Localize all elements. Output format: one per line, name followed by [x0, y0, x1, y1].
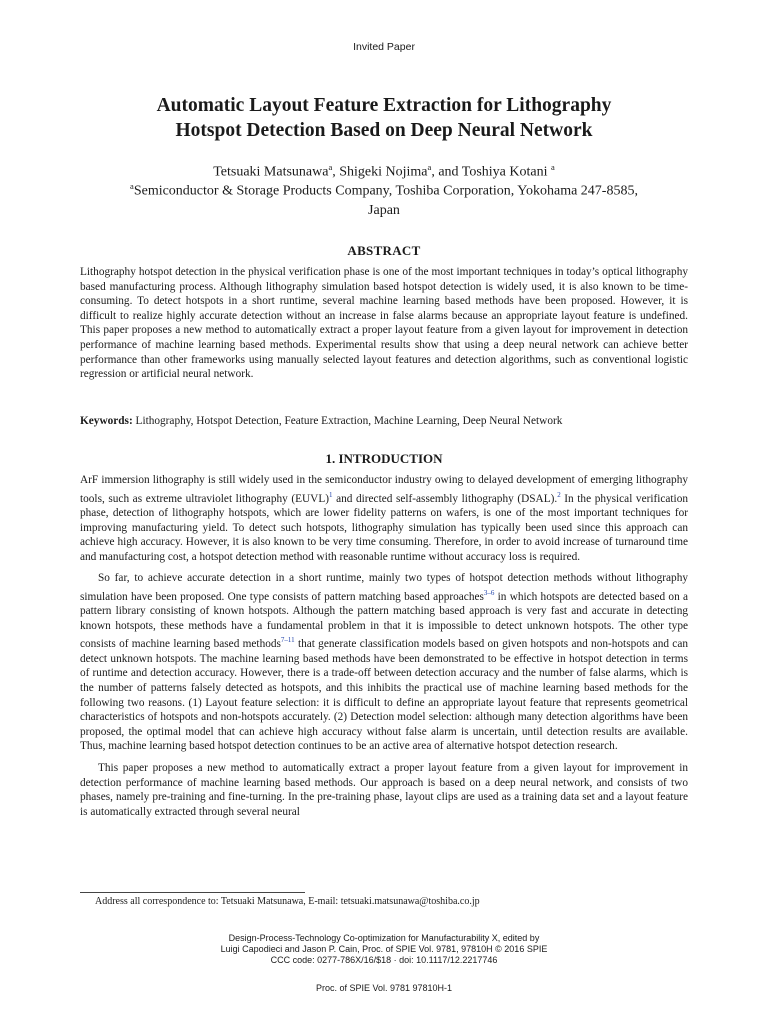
correspondence-footnote: Address all correspondence to: Tetsuaki Matsunawa, E-mail: tetsuaki.matsunawa@toshiba.co.jp [95, 896, 480, 907]
author-2: Shigeki Nojima [339, 164, 428, 180]
title-line-2: Hotspot Detection Based on Deep Neural Network [175, 120, 593, 141]
intro-paragraph-1 [80, 473, 688, 564]
citation-ref[interactable]: 1 [329, 490, 333, 499]
publication-line-1: Design-Process-Technology Co-optimization for Manufacturability X, edited by [228, 933, 540, 943]
intro-p2-text-b: in which hotspots are detected based on a pattern library consisting of known hotspots. Although the pattern matching based approach is very fast and accurate in detecting known hotspots, these methods have a fundamental problem in that it is impossible to detect unknown hotspots. The other type consists of machine learning based methods [80, 590, 688, 651]
author-1: Tetsuaki Matsunawa [213, 164, 329, 180]
abstract-heading: ABSTRACT [347, 243, 421, 258]
invited-paper-label: Invited Paper [353, 41, 415, 53]
paper-title [60, 93, 708, 143]
publication-info [0, 933, 768, 966]
intro-p1-text-b: and directed self-assembly lithography (DSAL). [332, 492, 558, 505]
intro-p2-text-a: So far, to achieve accurate detection in a short runtime, mainly two types of hotspot detection methods without lithography simulation have been proposed. One type consists of pattern matching based approaches [80, 572, 688, 603]
citation-ref[interactable]: 3–6 [483, 588, 495, 597]
page-footer: Proc. of SPIE Vol. 9781 97810H-1 [315, 983, 453, 993]
keywords-label: Keywords: [80, 415, 133, 427]
intro-paragraph-2 [80, 571, 688, 754]
affiliation-line-2: Japan [368, 202, 400, 218]
section-heading-introduction: 1. INTRODUCTION [325, 451, 443, 466]
title-line-1: Automatic Layout Feature Extraction for Lithography [156, 95, 612, 116]
intro-p2-text-c: that generate classification models based on given hotspots and non-hotspots and can detect unknown hotspots. The machine learning based methods have been demonstrated to be effective in hotspot detection in terms of runtime and detection accuracy. However, there is a trade-off between detection accuracy and the number of false alarms, which is the number of patterns falsely detected as hotspots, and this inhibits the practical use of machine learning based methods for the following two reasons. (1) Layout feature selection: it is difficult to define an appropriate layout feature that represents geometrical characteristics of hotspots and non-hotspots accurately. (2) Detection model selection: although many detection algorithms have been proposed, the optimal model that can achieve high accuracy without false alarm is uncertain, until detection results are available. Thus, machine learning based hotspot detection continues to be an active area of alternative hotspot detection research. [80, 638, 688, 753]
citation-ref[interactable]: 7–11 [280, 636, 295, 645]
affiliation-mark: a [130, 181, 134, 191]
intro-p1-text-c: In the physical verification phase, detection of lithography hotspots, which are lower fidelity patterns on wafers, is one of the most important techniques for improving manufacturing yield. To detect such hotspots, lithography simulation has typically been used since this approach can achieve high accuracy. However, it is also known to be very time consuming. Therefore, in order to avoid increase of turnaround time and manufacturing cost, a hotspot detection method with reasonable runtime without accuracy loss is required. [80, 492, 688, 563]
affiliation-mark: a [427, 162, 432, 172]
author-list: Tetsuaki Matsunawa$^a$, Shigeki Nojima$^a$, and Toshiya Kotani $^a$ [213, 162, 555, 180]
affiliation-line-1: Semiconductor & Storage Products Company, Toshiba Corporation, Yokohama 247-8585, [133, 183, 638, 199]
intro-p1-text-a: ArF immersion lithography is still widely used in the semiconductor industry owing to delayed development of emerging lithography tools, such as extreme ultraviolet lithography (EUVL) [80, 474, 688, 505]
publication-line-2: Luigi Capodieci and Jason P. Cain, Proc. of SPIE Vol. 9781, 97810H © 2016 SPIE [220, 944, 548, 954]
affiliation-mark: a [551, 162, 555, 172]
introduction-body [80, 473, 688, 826]
keywords [80, 414, 688, 429]
author-3: and Toshiya Kotani [438, 164, 548, 180]
affiliation-mark: a [328, 162, 333, 172]
intro-paragraph-3: This paper proposes a new method to automatically extract a proper layout feature from a given layout for improvement in detection performance of machine learning based methods. Our approach is based on a deep neural network, and consists of two phases, namely pre-training and fine-turning. In the pre-training phase, layout clips are used as a training data set and a layout feature is automatically extracted through several neural [80, 761, 688, 818]
footnote-divider [80, 892, 305, 893]
citation-ref[interactable]: 2 [557, 490, 561, 499]
keywords-text: Lithography, Hotspot Detection, Feature Extraction, Machine Learning, Deep Neural Network [135, 415, 563, 427]
affiliation [60, 177, 708, 220]
publication-line-3: CCC code: 0277-786X/16/$18 · doi: 10.1117/12.2217746 [270, 955, 498, 965]
abstract-text: Lithography hotspot detection in the physical verification phase is one of the most important techniques in today’s optical lithography based manufacturing process. Although lithography simulation based hotspot detection is widely used, it is also known to be time-consuming. To detect hotspots in a short runtime, several machine learning based methods have been proposed. However, it is difficult to realize highly accurate detection without an increase in false alarms because an appropriate layout feature is undefined. This paper proposes a new method to automatically extract a proper layout feature from a given layout for improvement in detection performance of machine learning based methods. Experimental results show that using a deep neural network can achieve better performance than other frameworks using manually selected layout features and detection algorithms, such as conventional logistic regression or artificial neural network. [80, 266, 688, 381]
